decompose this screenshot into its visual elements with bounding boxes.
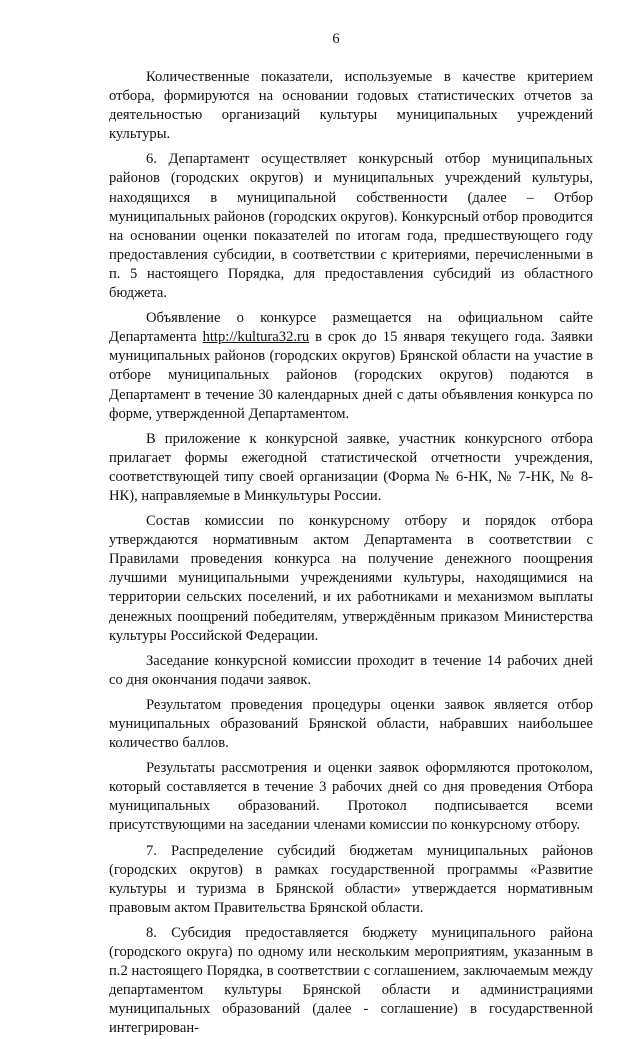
kultura32-link[interactable]: http://kultura32.ru (202, 329, 310, 346)
paragraph-item-8: 8. Субсидия предоставляется бюджету муниципального района (городского округа) по одному или нескольким мероприятиям, указанным в п.2 настоящего Порядка, в соответствии с соглашением, заключаемым между департаментом культуры Брянской области и администрациями муниципальных образований (далее - соглашение) в государственной интегрирован- (109, 924, 593, 1037)
paragraph-protocol: Результаты рассмотрения и оценки заявок оформляются протоколом, который составляется в течение 3 рабочих дней со дня проведения Отбора муниципальных образований. Протокол подписывается всеми присутствующими на заседании членами комиссии по конкурсному отбору. (109, 760, 593, 834)
paragraph-item-7: 7. Распределение субсидий бюджетам муниципальных районов (городских округов) в рамках государственной программы «Развитие культуры и туризма в Брянской области» утверждается нормативным правовым актом Правительства Брянской области. (109, 842, 593, 916)
paragraph-commission-meeting: Заседание конкурсной комиссии проходит в течение 14 рабочих дней со дня окончания подачи заявок. (109, 652, 593, 688)
announcement-text-before: Объявление о конкурсе размещается на официальном сайте Департамента (109, 310, 593, 346)
paragraph-evaluation-result: Результатом проведения процедуры оценки заявок является отбор муниципальных образований Брянской области, набравших наибольшее количество баллов. (109, 696, 593, 752)
paragraph-commission-composition: Состав комиссии по конкурсному отбору и порядок отбора утверждаются нормативным актом Департамента в соответствии с Правилами проведения конкурса на получение денежного поощрения лучшими муниципальными учреждениями культуры, находящимися на территории сельских поселений, и их работниками и механизмом выплаты денежных поощрений победителям, утверждённым приказом Министерства культуры Российской Федерации. (109, 513, 593, 644)
paragraph-announcement (109, 309, 593, 424)
paragraph-quantitative-indicators: Количественные показатели, используемые в качестве критерием отбора, формируются на основании годовых статистических отчетов за деятельностью организаций культуры муниципальных учреждений культуры. (109, 69, 593, 143)
page-number: 6 (332, 31, 340, 47)
paragraph-application-attachment: В приложение к конкурсной заявке, участник конкурсного отбора прилагает формы ежегодной статистической отчетности учреждения, соответствующей типу своей организации (Форма № 6-НК, № 7-НК, № 8-НК), направляемые в Минкультуры России. (109, 430, 593, 504)
paragraph-item-6: 6. Департамент осуществляет конкурсный отбор муниципальных районов (городских округов) и муниципальных учреждений культуры, находящихся в муниципальной собственности (далее – Отбор муниципальных районов (городских округов). Конкурсный отбор проводится на основании оценки показателей по итогам года, предшествующего году предоставления субсидии, в соответствии с критериями, перечисленными в п. 5 настоящего Порядка, для предоставления субсидий из областного бюджета. (109, 151, 593, 302)
announcement-text-after: в срок до 15 января текущего года. Заявки муниципальных районов (городских округов) Брянской области на участие в отборе муниципальных районов (городских округов) подаются в Департамент в течение 30 календарных дней с даты объявления конкурса по форме, утвержденной Департаментом. (109, 329, 593, 422)
